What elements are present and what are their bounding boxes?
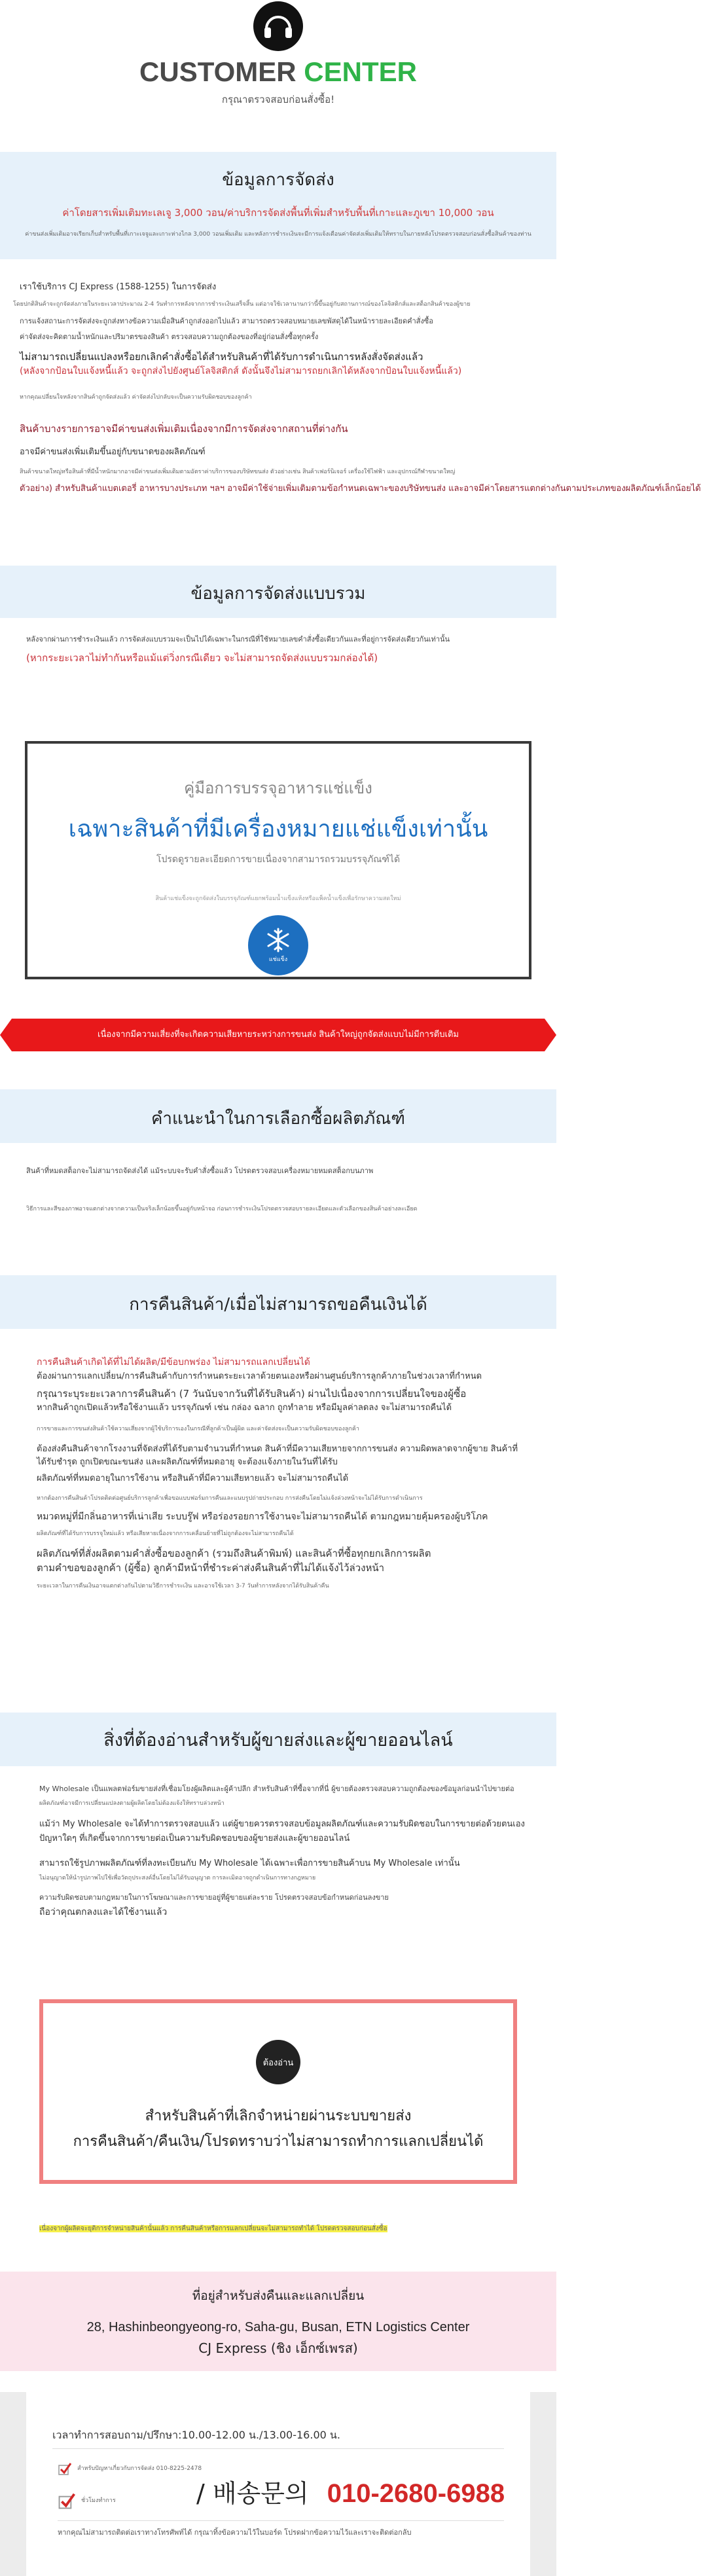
courier-line: เราใช้บริการ CJ Express (1588-1255) ในการจัดส่ง <box>20 282 217 292</box>
extra-fee-location-notice: สินค้าบางรายการอาจมีค่าขนส่งเพิ่มเติมเนื่องจากมีการจัดส่งจากสถานที่ต่างกัน <box>20 423 348 435</box>
combined-shipping-title: ข้อมูลการจัดส่งแบบรวม <box>190 584 366 604</box>
product-guide-p1: สินค้าที่หมดสต็อกจะไม่สามารถจัดส่งได้ แม้ระบบจะรับคำสั่งซื้อแล้ว โปรดตรวจสอบเครื่องหมายหมดสต็อกบนภาพ <box>26 1167 374 1175</box>
wholesale-p4: ปัญหาใดๆ ที่เกิดขึ้นจากการขายต่อเป็นความรับผิดชอบของผู้ขายส่งและผู้ขายออนไลน์ <box>39 1834 350 1843</box>
shipping-info-band <box>0 152 556 259</box>
returns-opened: หากสินค้าถูกเปิดแล้วหรือใช้งานแล้ว บรรจุภัณฑ์ เช่น กล่อง ฉลาก ถูกทำลาย หรือมีมูลค่าลดลง จะไม่สามารถคืนได้ <box>37 1403 452 1413</box>
return-address-band <box>0 2272 556 2371</box>
returns-band <box>0 1275 556 1329</box>
returns-red-2: ต้องผ่านการแลกเปลี่ยน/การคืนสินค้ากับการกำหนดระยะเวลาด้วยตนเองหรือผ่านศูนย์บริการลูกค้าภายในช่วงเวลาที่กำหนด <box>37 1371 482 1381</box>
wholesale-p7: ความรับผิดชอบตามกฎหมายในการโฆษณาและการขายอยู่ที่ผู้ขายแต่ละราย โปรดตรวจสอบข้อกำหนดก่อนลงขาย <box>39 1893 389 1902</box>
wholesale-p8: ถือว่าคุณตกลงและได้ใช้งานแล้ว <box>39 1907 168 1917</box>
shipping-paragraph-3: ค่าจัดส่งจะคิดตามน้ำหนักและปริมาตรของสินค้า ตรวจสอบความถูกต้องของที่อยู่ก่อนสั่งซื้อทุกครั้ง <box>20 333 319 341</box>
frozen-packaging-box <box>25 741 531 979</box>
headphones-icon <box>253 1 303 51</box>
contact-divider-2 <box>58 2520 504 2521</box>
frozen-main-notice: เฉพาะสินค้าที่มีเครื่องหมายแช่แข็งเท่านั้น <box>68 816 488 843</box>
shipping-fee-notice: ค่าโดยสารเพิ่มเติมทะเลเจู 3,000 วอน/ค่าบริการจัดส่งพื้นที่เพิ่มสำหรับพื้นที่เกาะและภูเขา 10,000 วอน <box>62 207 494 219</box>
shipping-paragraph-6: สินค้าขนาดใหญ่หรือสินค้าที่มีน้ำหนักมากอาจมีค่าขนส่งเพิ่มเติมตามอัตราค่าบริการของบริษัทขนส่ง ตัวอย่างเช่น สินค้าเฟอร์นิเจอร์ เครื่องใช้ไฟฟ้า และอุปกรณ์กีฬาขนาดใหญ่ <box>20 469 456 475</box>
discontinued-notice-box <box>39 1999 517 2184</box>
logo-title <box>0 58 556 86</box>
logo-title-center: CENTER <box>304 56 417 87</box>
returns-red-1: การคืนสินค้าเกิดได้ที่ไม่ได้ผลิต/มีข้อบกพร่อง ไม่สามารถแลกเปลี่ยนได้ <box>37 1357 310 1368</box>
frozen-heading: คู่มือการบรรจุอาหารแช่แข็ง <box>184 779 372 797</box>
frozen-badge-label: แช่แข็ง <box>268 956 288 963</box>
shipping-info-title: ข้อมูลการจัดส่ง <box>222 170 334 190</box>
return-address-title: ที่อยู่สำหรับส่งคืนและแลกเปลี่ยน <box>192 2289 365 2303</box>
must-read-badge: ต้องอ่าน <box>256 2040 300 2084</box>
shipping-paragraph-2: การแจ้งสถานะการจัดส่งจะถูกส่งทางข้อความเมื่อสินค้าถูกส่งออกไปแล้ว สามารถตรวจสอบหมายเลขพัสดุได้ในหน้ารายละเอียดคำสั่งซื้อ <box>20 317 433 325</box>
size-fee-notice: อาจมีค่าขนส่งเพิ่มเติมขึ้นอยู่กับขนาดของผลิตภัณฑ์ <box>20 447 206 457</box>
combined-shipping-band <box>0 566 556 618</box>
discontinued-footnote-text: เนื่องจากผู้ผลิตจะยุติการจำหน่ายสินค้านั้นแล้ว การคืนสินค้าหรือการแลกเปลี่ยนจะไม่สามารถทำได้ โปรดตรวจสอบก่อนสั่งซื้อ <box>39 2225 387 2232</box>
discontinued-line-2: การคืนสินค้า/คืนเงิน/โปรดทราบว่าไม่สามารถทำการแลกเปลี่ยนได้ <box>73 2133 484 2150</box>
returns-body <box>0 1355 556 1591</box>
shipping-paragraph-4: หากคุณเปลี่ยนใจหลังจากสินค้าถูกจัดส่งแล้ว ค่าจัดส่งไปกลับจะเป็นความรับผิดชอบของลูกค้า <box>20 394 252 401</box>
contact-foot-text: หากคุณไม่สามารถติดต่อเราทางโทรศัพท์ได้ กรุณาทิ้งข้อความไว้ในบอร์ด โปรดฝากข้อความไว้และเราจะติดต่อกลับ <box>58 2528 412 2537</box>
contact-hours: เวลาทำการสอบถาม/ปรึกษา:10.00-12.00 น./13.00-16.00 น. <box>52 2429 340 2441</box>
returns-p3: ผลิตภัณฑ์ที่ได้รับการบรรจุใหม่แล้ว หรือเสียหายเนื่องจากการเคลื่อนย้ายที่ไม่ถูกต้องจะไม่สามารถคืนได้ <box>37 1531 294 1537</box>
phone-label: / 배송문의 <box>196 2479 309 2508</box>
wholesale-title: สิ่งที่ต้องอ่านสำหรับผู้ขายส่งและผู้ขายออนไลน์ <box>103 1730 453 1751</box>
returns-period: กรุณาระบุระยะเวลาการคืนสินค้า (7 วันนับจากวันที่ได้รับสินค้า) ผ่านไปเนื่องจากการเปลี่ยนใจของผู้ซื้อ <box>37 1388 467 1400</box>
checkbox-icon <box>58 2492 76 2510</box>
wholesale-body <box>0 1783 556 1919</box>
wholesale-p5: สามารถใช้รูปภาพผลิตภัณฑ์ที่ลงทะเบียนกับ My Wholesale ได้เฉพาะเพื่อการขายสินค้าบน My Wholesale เท่านั้น <box>39 1859 460 1868</box>
combined-shipping-warning: (หากระยะเวลาไม่ทำกันหรือแม้แต่วิ่งกรณีเดียว จะไม่สามารถจัดส่งแบบรวมกล่องได้) <box>26 652 378 664</box>
frozen-small-note: สินค้าแช่แข็งจะถูกจัดส่งในบรรจุภัณฑ์แยกพร้อมน้ำแข็งแห้งหรือแพ็คน้ำแข็งเพื่อรักษาความสดใหม่ <box>155 896 401 902</box>
product-guide-p2: วิธีการและสีของภาพอาจแตกต่างจากความเป็นจริงเล็กน้อยขึ้นอยู่กับหน้าจอ ก่อนการชำระเงินโปรดตรวจสอบรายละเอียดและตัวเลือกของสินค้าอย่างละเอียด <box>26 1206 418 1212</box>
shipping-paragraph-1: โดยปกติสินค้าจะถูกจัดส่งภายในระยะเวลาประมาณ 2-4 วันทำการหลังจากการชำระเงินเสร็จสิ้น แต่อาจใช้เวลานานกว่านี้ขึ้นอยู่กับสถานการณ์ของโลจิสติกส์และสต็อกสินค้าของผู้ขาย <box>13 301 471 308</box>
product-guide-title: คำแนะนำในการเลือกซื้อผลิตภัณฑ์ <box>151 1109 405 1129</box>
shipping-fee-fine-print: ค่าขนส่งเพิ่มเติมอาจเรียกเก็บสำหรับพื้นที่เกาะเจจูและเกาะห่างไกล 3,000 วอนเพิ่มเติม และหลังการชำระเงินจะมีการแจ้งเตือนค่าจัดส่งเพิ่มเติมให้ทราบในภายหลังโปรดตรวจสอบก่อนสั่งซื้อสินค้าของท่าน <box>25 231 531 238</box>
damage-risk-ribbon <box>12 1019 545 1051</box>
phone-number[interactable]: 010-2680-6988 <box>327 2479 505 2508</box>
return-address-line-1: 28, Hashinbeongyeong-ro, Saha-gu, Busan, ETN Logistics Center <box>86 2320 470 2334</box>
contact-row-1 <box>58 2461 202 2476</box>
contact-band <box>0 2392 556 2576</box>
phone-block <box>196 2473 505 2509</box>
header-subtitle: กรุณาตรวจสอบก่อนสั่งซื้อ! <box>221 94 335 105</box>
wholesale-band <box>0 1713 556 1766</box>
returns-p1: การขายและการขนส่งสินค้าใช้ความเสี่ยงจากผู้ใช้บริการเองในกรณีที่ลูกค้าเป็นผู้ผิด และค่าจัดส่งจะเป็นความรับผิดชอบของลูกค้า <box>37 1426 359 1432</box>
contact-row-1-text: สำหรับปัญหาเกี่ยวกับการจัดส่ง 010-8225-2478 <box>77 2465 202 2472</box>
header <box>0 0 556 118</box>
contact-row-2-text: ชั่วโมงทำการ <box>81 2497 116 2504</box>
returns-p2: หากต้องการคืนสินค้าโปรดติดต่อศูนย์บริการลูกค้าเพื่อขอแบบฟอร์มการคืนและแนบรูปถ่ายประกอบ การส่งคืนโดยไม่แจ้งล่วงหน้าจะไม่ได้รับการดำเนินการ <box>37 1495 423 1502</box>
frozen-badge <box>248 915 308 975</box>
discontinued-line-1: สำหรับสินค้าที่เลิกจำหน่ายผ่านระบบขายส่ง <box>145 2108 412 2124</box>
no-cancel-notice: ไม่สามารถเปลี่ยนแปลงหรือยกเลิกคำสั่งซื้อได้สำหรับสินค้าที่ได้รับการดำเนินการหลังสั่งจัดส่งแล้ว <box>20 351 423 363</box>
wholesale-p1: My Wholesale เป็นแพลตฟอร์มขายส่งที่เชื่อมโยงผู้ผลิตและผู้ค้าปลีก สำหรับสินค้าที่ซื้อจากที่นี่ ผู้ขายต้องตรวจสอบความถูกต้องของข้อมูลก่อนนำไปขายต่อ <box>39 1785 514 1793</box>
return-address-line-2: CJ Express (ชิง เอ็กซ์เพรส) <box>198 2340 358 2356</box>
battery-food-notice: ตัวอย่าง) สำหรับสินค้าแบตเตอรี่ อาหารบางประเภท ฯลฯ อาจมีค่าใช้จ่ายเพิ่มเติมตามข้อกำหนดเฉพาะของบริษัทขนส่ง และอาจมีค่าโดยสารแตกต่างกันตามประเภทของผลิตภัณฑ์เล็กน้อยได้ <box>20 484 701 494</box>
returns-p4: ระยะเวลาในการคืนเงินอาจแตกต่างกันไปตามวิธีการชำระเงิน และอาจใช้เวลา 3-7 วันทำการหลังจากได้รับสินค้าคืน <box>37 1583 329 1589</box>
checkbox-icon <box>58 2461 72 2476</box>
snowflake-icon <box>265 927 291 953</box>
returns-factory: ต้องส่งคืนสินค้าจากโรงงานที่จัดส่งที่ได้รับตามจำนวนที่กำหนด สินค้าที่มีความเสียหายจากการขนส่ง ความผิดพลาดจากผู้ขาย สินค้าที่ได้รับชำรุด ถูกเปิดขณะขนส่ง และผลิตภัณฑ์ที่หมดอายุ จะต้องแจ้งภายในวันที่ได้รับ <box>37 1444 518 1467</box>
wholesale-p3: แม้ว่า My Wholesale จะได้ทำการตรวจสอบแล้ว แต่ผู้ขายควรตรวจสอบข้อมูลผลิตภัณฑ์และความรับผิดชอบในการขายต่อด้วยตนเอง <box>39 1819 525 1829</box>
discontinued-footnote <box>39 2224 530 2234</box>
no-cancel-detail: (หลังจากป้อนใบแจ้งหนี้แล้ว จะถูกส่งไปยังศูนย์โลจิสติกส์ ดังนั้นจึงไม่สามารถยกเลิกได้หลังจากป้อนใบแจ้งหนี้แล้ว) <box>20 366 462 376</box>
returns-smell: หมวดหมู่ที่มีกลิ่นอาหารที่เน่าเสีย ระบบรู๊ฟ หรือร่องรอยการใช้งานจะไม่สามารถคืนได้ ตามกฎหมายคุ้มครองผู้บริโภค <box>37 1512 488 1522</box>
wholesale-p6: ไม่อนุญาตให้นำรูปภาพไปใช้เพื่อวัตถุประสงค์อื่นโดยไม่ได้รับอนุญาต การละเมิดอาจถูกดำเนินการทางกฎหมาย <box>39 1875 316 1881</box>
contact-divider <box>52 2448 504 2449</box>
contact-card <box>26 2392 530 2576</box>
combined-shipping-text: หลังจากผ่านการชำระเงินแล้ว การจัดส่งแบบรวมจะเป็นไปได้เฉพาะในกรณีที่ใช้หมายเลขคำสั่งซื้อเดียวกันและที่อยู่การจัดส่งเดียวกันเท่านั้น <box>26 635 450 644</box>
logo-title-customer: CUSTOMER <box>139 56 297 87</box>
shipping-info-body <box>0 280 701 496</box>
contact-foot <box>58 2527 511 2539</box>
product-guide-band <box>0 1089 556 1143</box>
wholesale-p2: ผลิตภัณฑ์อาจมีการเปลี่ยนแปลงตามผู้ผลิตโดยไม่ต้องแจ้งให้ทราบล่วงหน้า <box>39 1800 225 1807</box>
contact-row-2 <box>58 2492 116 2510</box>
returns-expired: ผลิตภัณฑ์ที่หมดอายุในการใช้งาน หรือสินค้าที่มีความเสียหายแล้ว จะไม่สามารถคืนได้ <box>37 1474 349 1483</box>
frozen-sub-notice: โปรดดูรายละเอียดการขายเนื่องจากสามารถรวมบรรจุภัณฑ์ได้ <box>156 854 401 865</box>
damage-risk-text: เนื่องจากมีความเสี่ยงที่จะเกิดความเสียหายระหว่างการขนส่ง สินค้าใหญ่ถูกจัดส่งแบบไม่มีการตีบเติม <box>98 1030 459 1040</box>
returns-customer-request: ตามคำขอของลูกค้า (ผู้ซื้อ) ลูกค้ามีหน้าที่ชำระค่าส่งคืนสินค้าที่ไม่ได้แจ้งไว้ล่วงหน้า <box>37 1562 385 1574</box>
returns-custom-made: ผลิตภัณฑ์ที่สั่งผลิตตามคำสั่งซื้อของลูกค้า (รวมถึงสินค้าพิมพ์) และสินค้าที่ซื้อทุกยกเลิกการผลิต <box>37 1548 431 1559</box>
returns-title: การคืนสินค้า/เมื่อไม่สามารถขอคืนเงินได้ <box>129 1295 427 1315</box>
